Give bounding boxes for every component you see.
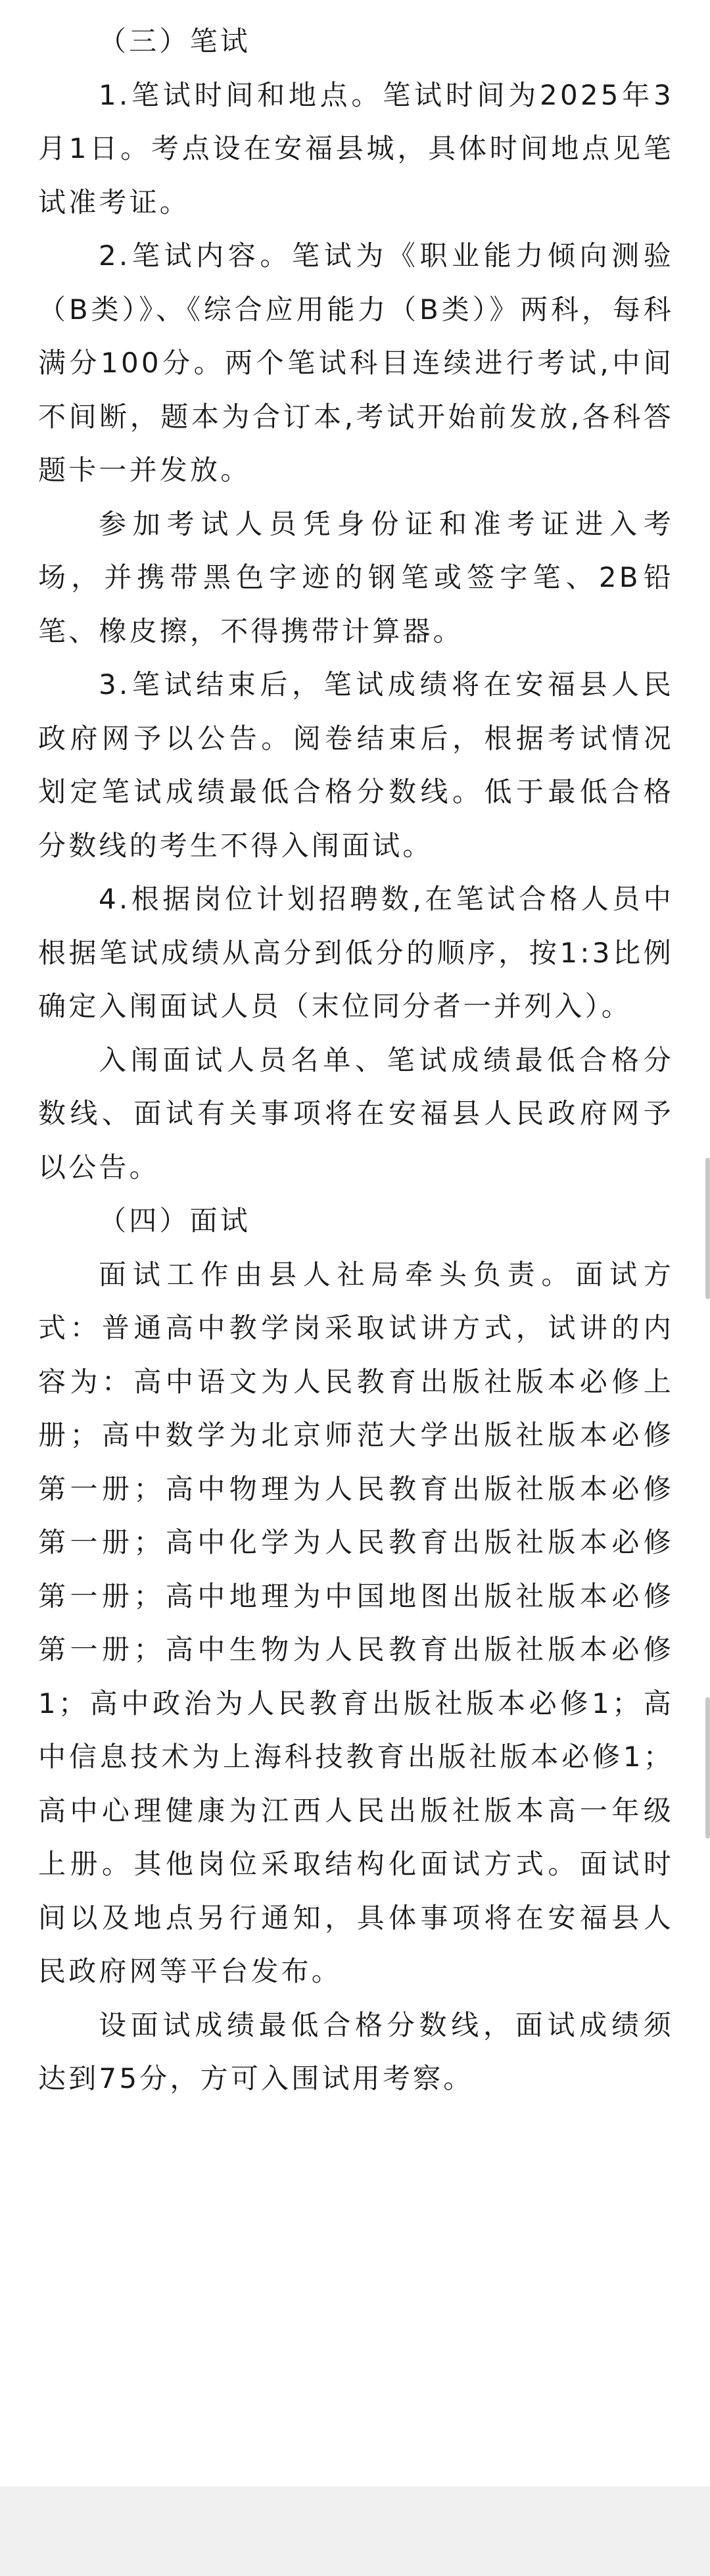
paragraph-exam-results: 3.笔试结束后，笔试成绩将在安福县人民政府网予以公告。阅卷结束后，根据考试情况划定笔试成绩最低合格分数线。低于最低合格分数线的考生不得入闱面试。 (38, 668, 674, 862)
paragraph-exam-time-location: 1.笔试时间和地点。笔试时间为2025年3月1日。考点设在安福县城，具体时间地点见笔试准考证。 (38, 78, 674, 218)
paragraph-interview-method: 面试工作由县人社局牵头负责。面试方式：普通高中教学岗采取试讲方式，试讲的内容为：高中语文为人民教育出版社版本必修上册；高中数学为北京师范大学出版社版本必修第一册；高中物理为人民教育出版社版本必修第一册；高中化学为人民教育出版社版本必修第一册；高中地理为中国地图出版社版本必修第一册；高中生物为人民教育出版社版本必修1；高中政治为人民教育出版社版本必修1；高中信息技术为上海科技教育出版社版本必修1；高中心理健康为江西人民出版社版本高一年级上册。其他岗位采取结构化面试方式。面试时间以及地点另行通知，具体事项将在安福县人民政府网等平台发布。 (38, 1258, 674, 1987)
section-heading-interview: （四）面试 (99, 1204, 251, 1237)
section-heading-written-exam: （三）笔试 (99, 25, 251, 57)
paragraph-interview-selection: 4.根据岗位计划招聘数,在笔试合格人员中根据笔试成绩从高分到低分的顺序，按1:3比例确定入闱面试人员（末位同分者一并列入）。 (38, 883, 674, 1022)
scrollbar-thumb-secondary[interactable] (705, 1697, 710, 1839)
scrollbar-thumb[interactable] (705, 1158, 710, 1299)
paragraph-interview-passing-score: 设面试成绩最低合格分数线，面试成绩须达到75分，方可入围试用考察。 (38, 2008, 674, 2094)
paragraph-exam-content: 2.笔试内容。笔试为《职业能力倾向测验（B类）》、《综合应用能力（B类）》两科，每科满分100分。两个笔试科目连续进行考试,中间不间断，题本为合订本,考试开始前发放,各科答题卡一并发放。 (38, 239, 674, 486)
page-bottom-area (0, 2487, 710, 2576)
scrollbar[interactable] (705, 0, 710, 2576)
article-content (0, 14, 710, 2106)
paragraph-interview-announcement: 入闱面试人员名单、笔试成绩最低合格分数线、面试有关事项将在安福县人民政府网予以公告。 (38, 1043, 674, 1183)
paragraph-exam-requirements: 参加考试人员凭身份证和准考证进入考场，并携带黑色字迹的钢笔或签字笔、2B铅笔、橡皮擦，不得携带计算器。 (38, 507, 674, 647)
